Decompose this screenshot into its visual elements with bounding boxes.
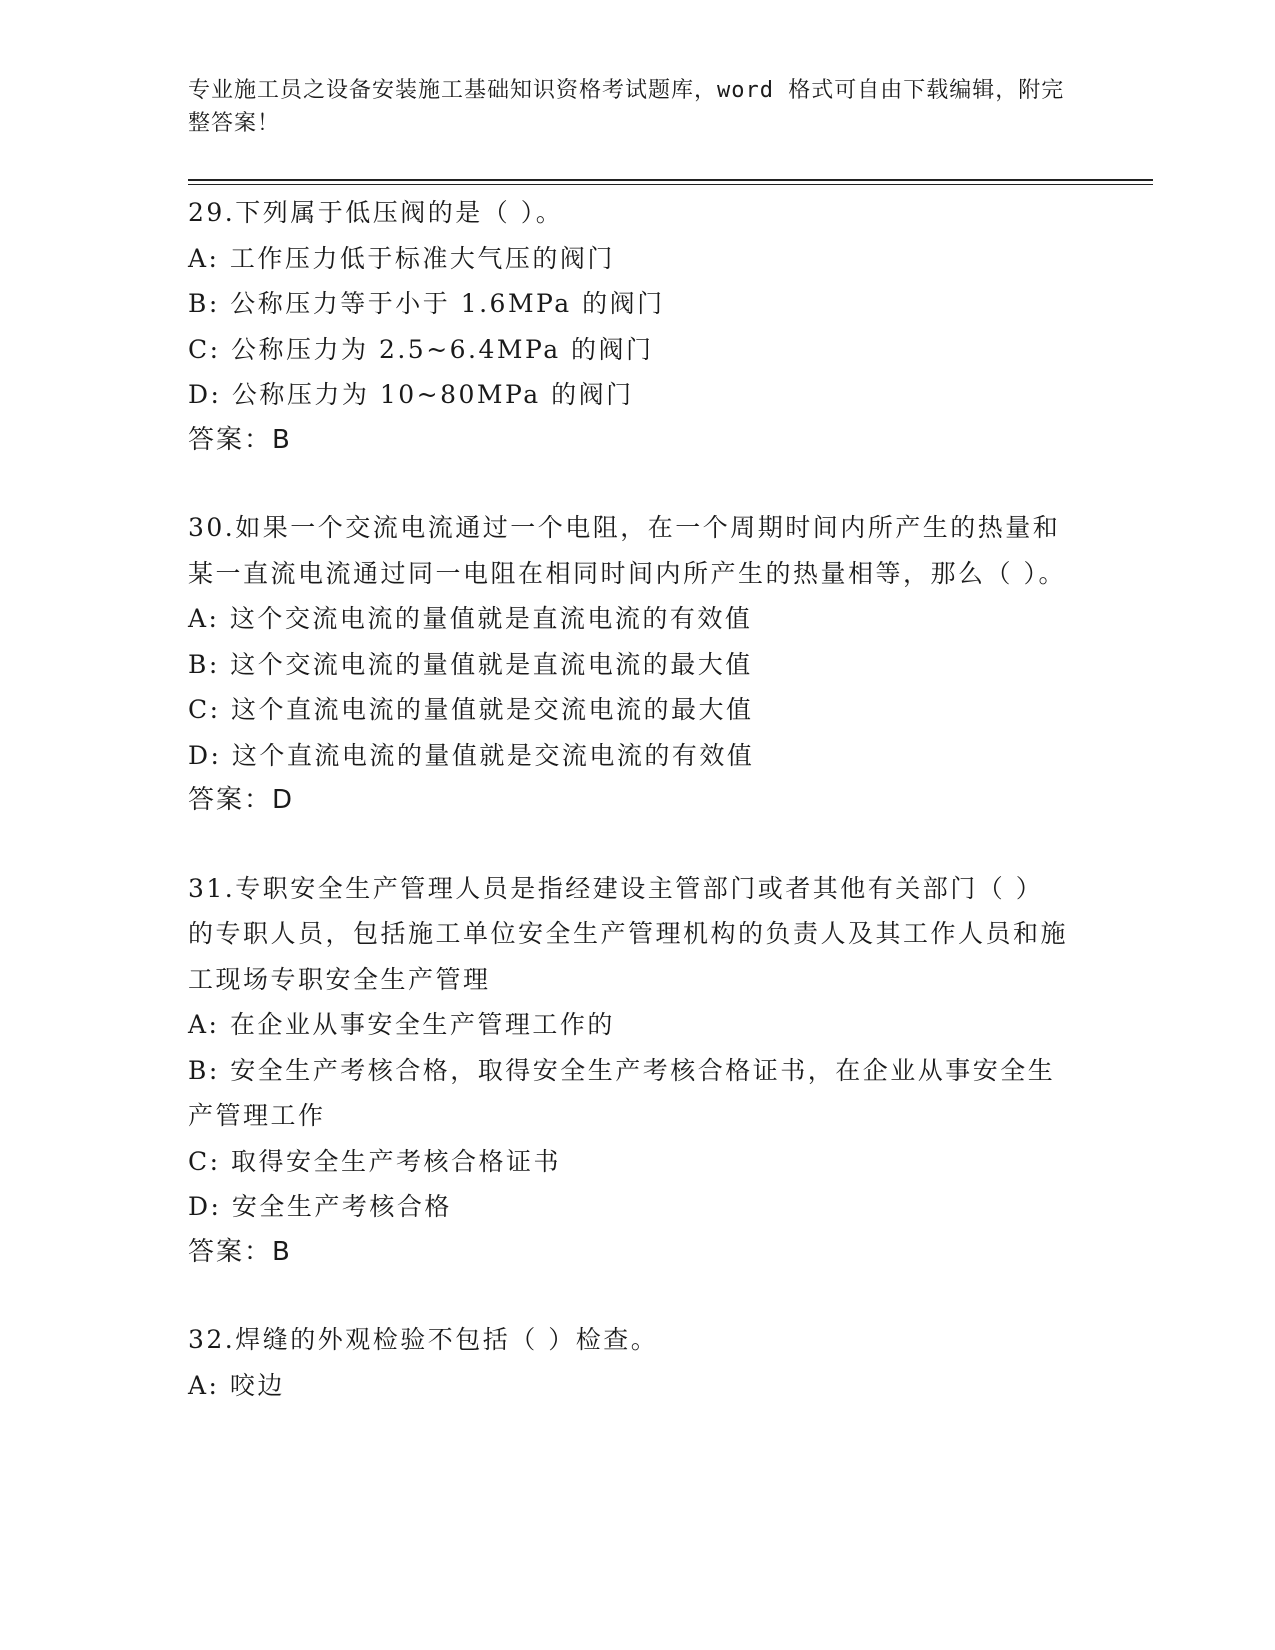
question-30: [188, 505, 1068, 824]
question-stem: 32.焊缝的外观检验不包括（ ）检查。: [188, 1325, 659, 1354]
option-c: C: 取得安全生产考核合格证书: [188, 1146, 561, 1176]
answer: 答案：B: [188, 1236, 292, 1267]
header-rule-thin: [188, 184, 1153, 185]
question-29: [188, 190, 1068, 463]
option-a: A: 这个交流电流的量值就是直流电流的有效值: [188, 604, 753, 633]
document-header: 专业施工员之设备安装施工基础知识资格考试题库，word 格式可自由下载编辑，附完整答案！: [188, 78, 1065, 136]
question-31: [188, 866, 1068, 1276]
option-d: D: 这个直流电流的量值就是交流电流的有效值: [188, 740, 755, 770]
option-b: B: 公称压力等于小于 1.6MPa 的阀门: [188, 289, 665, 318]
option-c: C: 公称压力为 2.5~6.4MPa 的阀门: [188, 334, 654, 364]
question-list: [188, 190, 1068, 1450]
answer: 答案：B: [188, 424, 292, 455]
option-c: C: 这个直流电流的量值就是交流电流的最大值: [188, 695, 754, 724]
answer: 答案：D: [188, 785, 295, 815]
option-b: B: 安全生产考核合格，取得安全生产考核合格证书，在企业从事安全生产管理工作: [188, 1055, 1056, 1130]
option-b: B: 这个交流电流的量值就是直流电流的最大值: [188, 649, 753, 679]
question-32: [188, 1317, 1068, 1408]
question-stem: 29.下列属于低压阀的是（ ）。: [188, 198, 564, 227]
option-a: A: 工作压力低于标准大气压的阀门: [188, 243, 615, 273]
option-d: D: 公称压力为 10~80MPa 的阀门: [188, 380, 634, 409]
header-rule-thick: [188, 179, 1153, 181]
option-d: D: 安全生产考核合格: [188, 1192, 452, 1221]
option-a: A: 在企业从事安全生产管理工作的: [188, 1010, 615, 1039]
question-stem: 31.专职安全生产管理人员是指经建设主管部门或者其他有关部门（ ）的专职人员，包括施工单位安全生产管理机构的负责人及其工作人员和施工现场专职安全生产管理: [188, 873, 1069, 994]
option-a: A: 咬边: [188, 1370, 285, 1400]
question-stem: 30.如果一个交流电流通过一个电阻，在一个周期时间内所产生的热量和某一直流电流通过同一电阻在相同时间内所产生的热量相等，那么（ ）。: [188, 513, 1066, 588]
